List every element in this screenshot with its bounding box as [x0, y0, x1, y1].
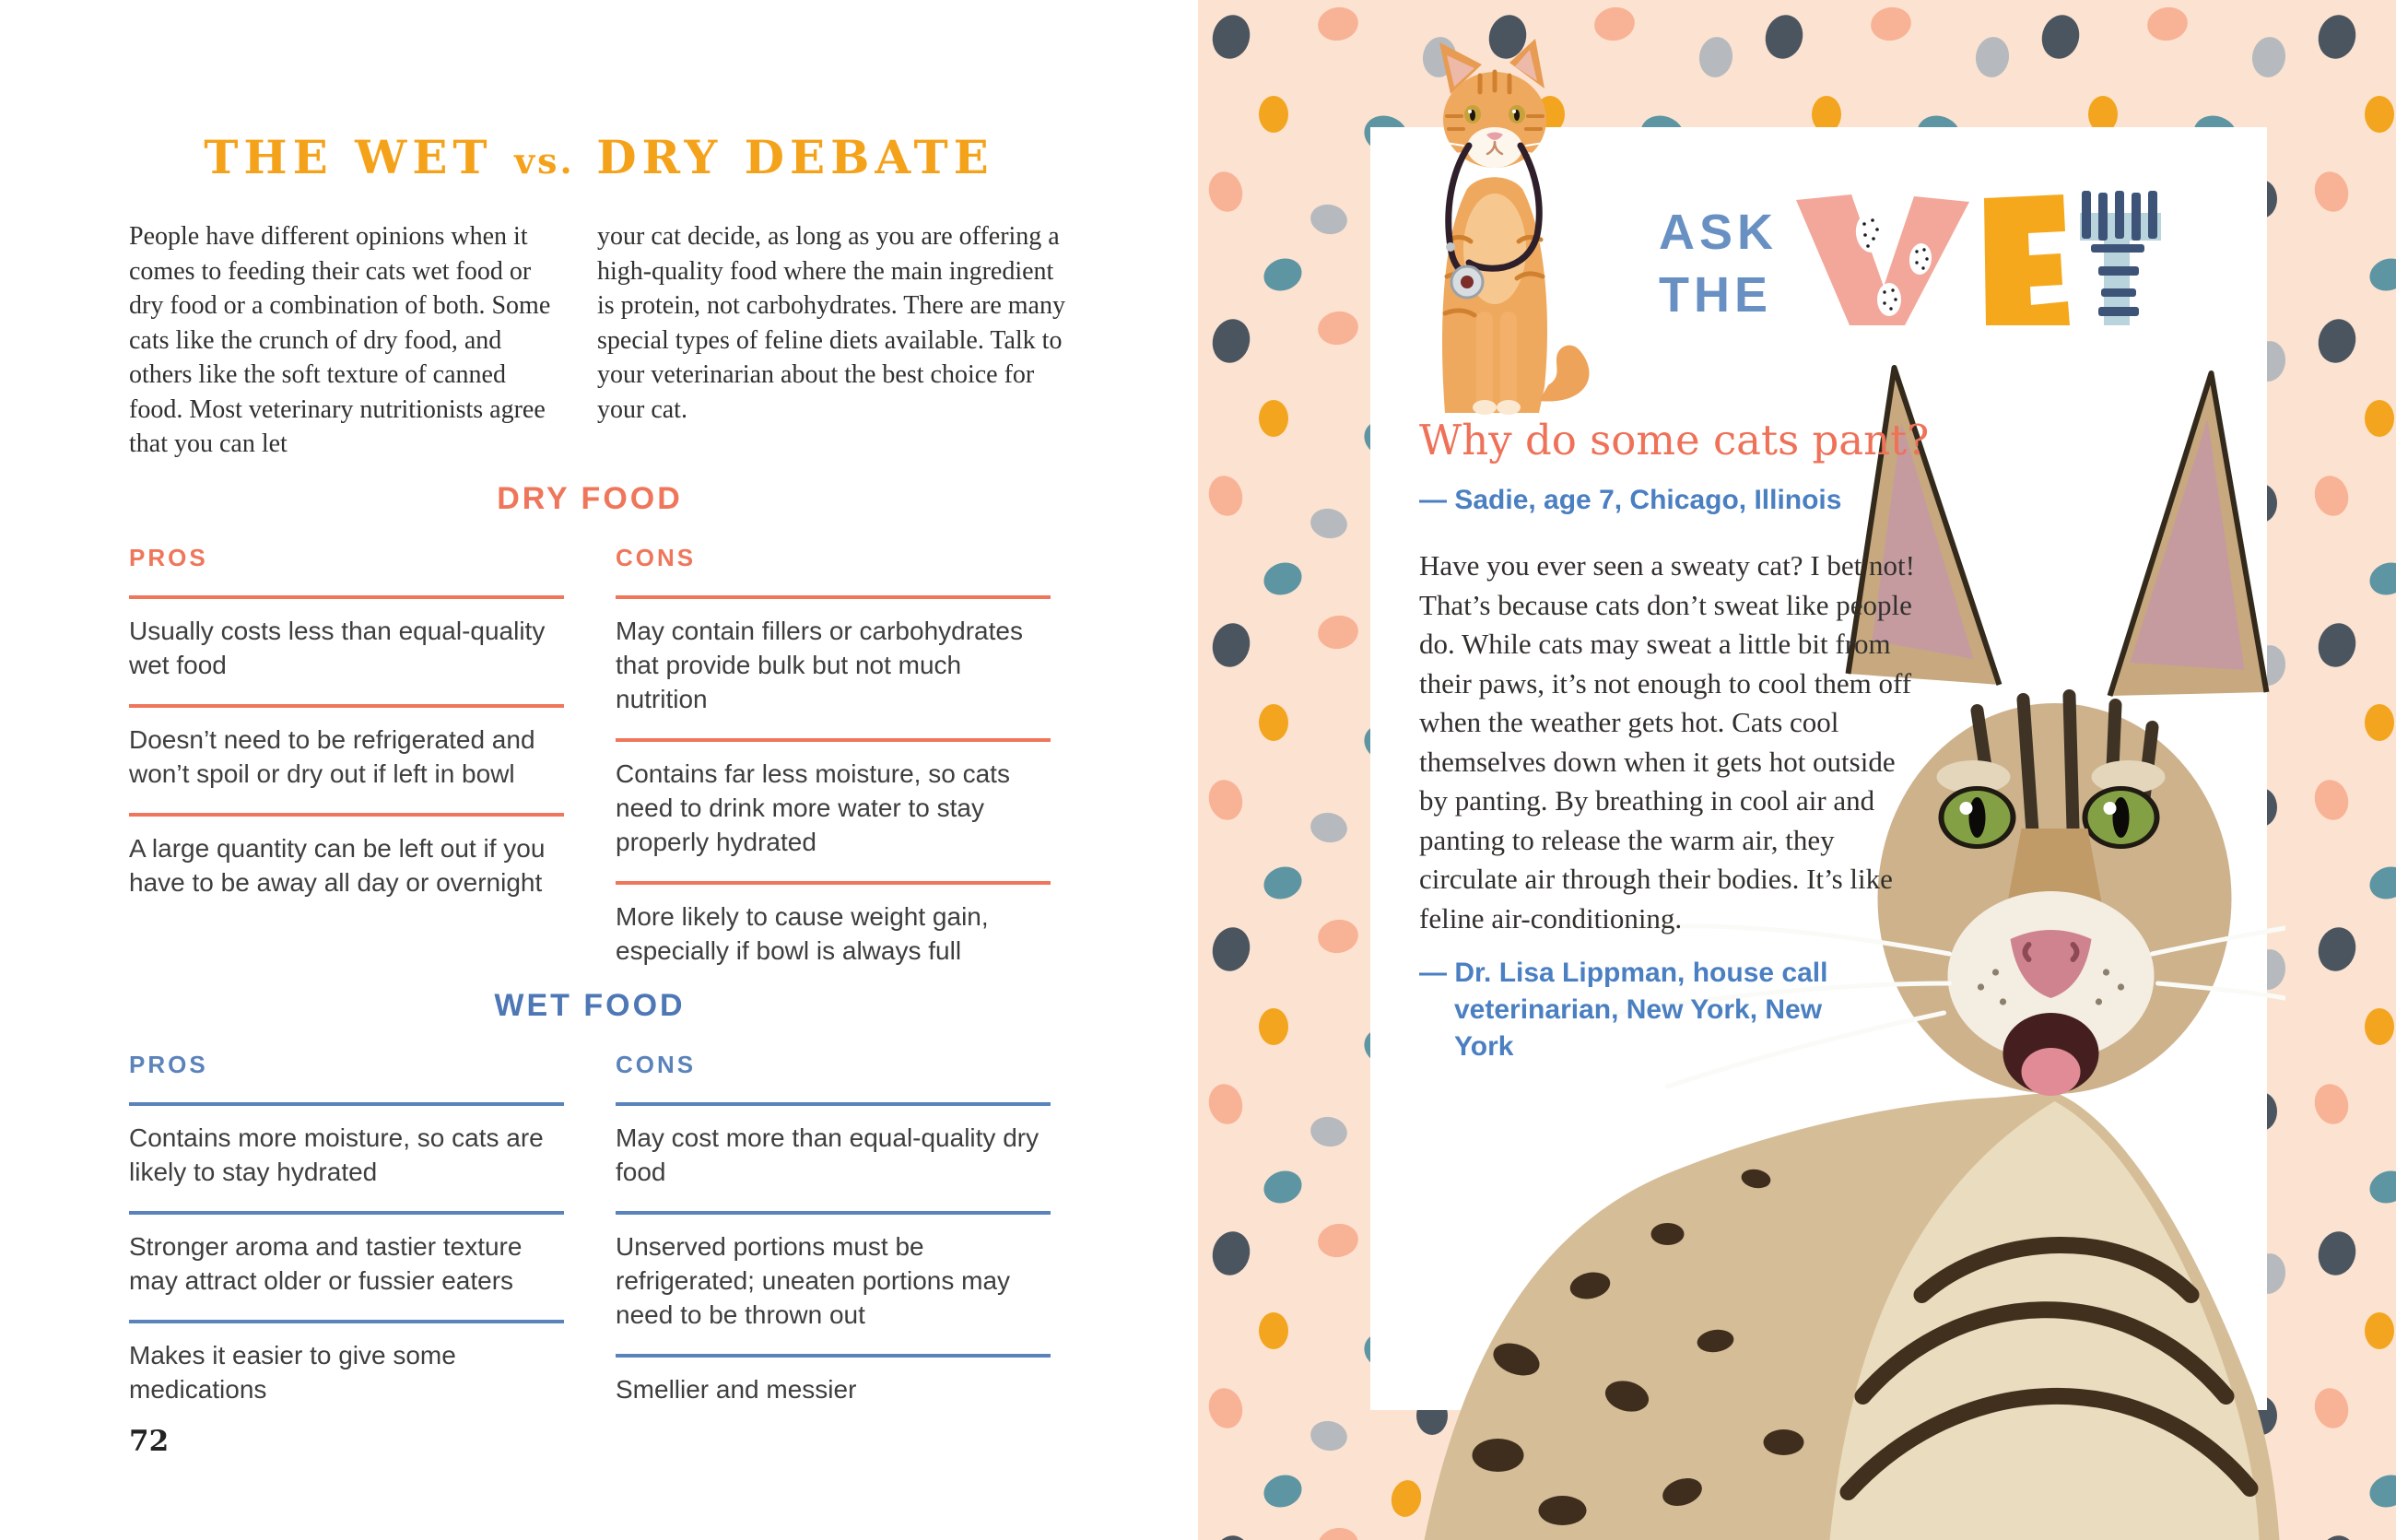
vet-wordmark-text	[1659, 189, 1660, 190]
answer-attribution: — Dr. Lisa Lippman, house call veterinarian, New York, New York	[1419, 958, 1828, 1063]
wet-food-pros-column	[129, 1052, 564, 1428]
right-page	[1198, 0, 2396, 1540]
cons-item: May cost more than equal-quality dry food	[616, 1102, 1051, 1211]
page-title-part1: THE WET	[204, 130, 493, 184]
cons-item: May contain fillers or carbohydrates that provide bulk but not much nutrition	[616, 595, 1051, 738]
pros-item: Doesn’t need to be refrigerated and won’t spoil or dry out if left in bowl	[129, 704, 564, 813]
dry-food-table	[129, 546, 1051, 990]
vet-letter-e	[1984, 194, 2070, 325]
dry-food-title: DRY FOOD	[497, 481, 683, 516]
pros-item: A large quantity can be left out if you have to be away all day or overnight	[129, 813, 564, 922]
dry-food-pros-column	[129, 546, 564, 990]
intro-paragraph-col2: your cat decide, as long as you are offering a high-quality food where the main ingredient is protein, not carbohydrates. There are many special types of feline diets available. Talk to your veterinarian about the best choice for your cat.	[597, 222, 1065, 424]
pros-label: PROS	[129, 544, 208, 571]
ask-the-vet-logo	[1659, 189, 2163, 327]
wet-food-title: WET FOOD	[494, 988, 686, 1023]
vet-wordmark	[1794, 189, 2163, 327]
logo-ask-text: ASK	[1659, 205, 1779, 260]
dry-food-cons-column	[616, 546, 1051, 990]
vet-cat-photo	[1392, 37, 1654, 415]
question-answer: Have you ever seen a sweaty cat? I bet not! That’s because cats don’t sweat like people do. While cats may sweat a little bit from their paws, it’s not enough to cool them off when the weather gets hot. Cats cool themselves down when it gets hot outside by panting. By breathing in cool air and panting to release the warm air, they circulate air through their bodies. It’s like feline air-conditioning.	[1419, 549, 1915, 935]
vet-letter-v	[1796, 194, 1969, 325]
wet-food-section	[129, 990, 1051, 1428]
logo-the-text: THE	[1659, 267, 1772, 323]
cons-item: More likely to cause weight gain, especially if bowl is always full	[616, 881, 1051, 990]
question-heading: Why do some cats pant?	[1419, 416, 1930, 464]
pros-label: PROS	[129, 1051, 208, 1078]
logo-blue-text	[1659, 207, 1778, 327]
pros-item: Makes it easier to give some medications	[129, 1320, 564, 1428]
cons-item: Smellier and messier	[616, 1354, 1051, 1428]
page-title	[0, 130, 1198, 184]
page-number: 72	[129, 1425, 170, 1458]
page-title-vs: vs.	[514, 140, 575, 182]
vet-cat-head	[1428, 39, 1561, 168]
ask-the-vet-question-block	[1419, 417, 1949, 1065]
cons-label: CONS	[616, 1051, 697, 1078]
cons-label: CONS	[616, 544, 697, 571]
intro-paragraph-col1: People have different opinions when it comes to feeding their cats wet food or dry food or a combination of both. Some cats like the crunch of dry food, and others like the soft texture of canned food. Most veterinary nutritionists agree that you can let	[129, 222, 551, 458]
pros-item: Stronger aroma and tastier texture may attract older or fussier eaters	[129, 1211, 564, 1320]
pros-item: Contains more moisture, so cats are likely to stay hydrated	[129, 1102, 564, 1211]
pros-item: Usually costs less than equal-quality wet food	[129, 595, 564, 704]
page-title-part2: DRY DEBATE	[596, 130, 994, 184]
big-cat-body	[1425, 1092, 2280, 1540]
wet-food-cons-column	[616, 1052, 1051, 1428]
vet-letter-t	[2080, 191, 2161, 325]
question-asker: — Sadie, age 7, Chicago, Illinois	[1419, 484, 1842, 515]
dry-food-section	[129, 483, 1051, 990]
cons-item: Contains far less moisture, so cats need to drink more water to stay properly hydrated	[616, 738, 1051, 881]
wet-food-table	[129, 1052, 1051, 1428]
cons-item: Unserved portions must be refrigerated; uneaten portions may need to be thrown out	[616, 1211, 1051, 1354]
